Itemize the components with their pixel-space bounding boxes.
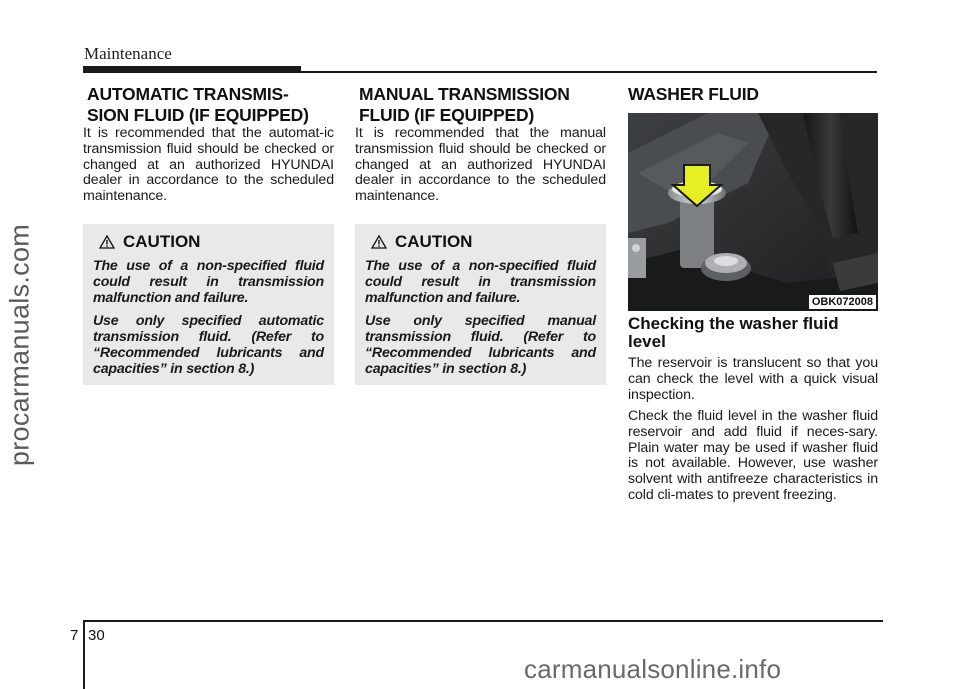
column-washer-fluid [628,84,878,105]
caution-title: CAUTION [123,232,201,251]
column-manual-transmission [355,84,606,205]
photo-reference-code: OBK072008 [809,295,876,309]
warning-triangle-icon [371,235,387,249]
caution-text: Use only specified automatic transmission fluid. (Refer to “Recommended lubricants and capacities” in section 8.) [93,313,324,377]
washer-reservoir-photo [628,113,878,311]
section-heading-washer-fluid: WASHER FLUID [628,84,759,104]
washer-fluid-paragraph-1: The reservoir is translucent so that you can check the level with a quick visual inspection. [628,355,878,403]
caution-text: The use of a non-specified fluid could result in transmission malfunction and failure. [93,258,324,306]
header-rule-thin [301,71,877,73]
engine-bay-illustration [628,113,878,311]
page-number: 30 [88,627,105,644]
column-automatic-transmission [83,84,334,205]
manual-transmission-body: It is recommended that the manual transmission fluid should be checked or changed at an authorized HYUNDAI dealer in accordance to the scheduled maintenance. [355,125,606,205]
footer-rule-vertical [83,620,85,689]
bottom-watermark: carmanualsonline.info [524,654,782,684]
caution-box-manual [355,224,606,385]
side-watermark [0,0,40,689]
side-watermark-text: procarmanuals.com [4,223,35,467]
warning-triangle-icon [99,235,115,249]
page-chapter-number: 7 [70,627,79,644]
caution-text: The use of a non-specified fluid could result in transmission malfunction and failure. [365,258,596,306]
caution-text: Use only specified manual transmission fluid. (Refer to “Recommended lubricants and capacities” in section 8.) [365,313,596,377]
running-header: Maintenance [84,44,172,63]
automatic-transmission-body: It is recommended that the automat-ic transmission fluid should be checked or changed at an authorized HYUNDAI dealer in accordance to the scheduled maintenance. [83,125,334,205]
washer-fluid-paragraph-2: Check the fluid level in the washer fluid reservoir and add fluid if neces-sary. Plain water may be used if washer fluid is not available. However, use washer solvent with antifreeze characteristics in cold cli-mates to prevent freezing. [628,408,878,503]
section-heading-manual-transmission: MANUAL TRANSMISSION FLUID (IF EQUIPPED) [359,84,570,125]
section-heading-automatic-transmission: AUTOMATIC TRANSMIS- SION FLUID (IF EQUIPPED) [87,84,309,125]
caution-title: CAUTION [395,232,473,251]
footer-rule-horizontal [83,620,883,622]
header-rule-thick [83,66,301,73]
caution-box-automatic [83,224,334,385]
subheading-checking-washer-fluid: Checking the washer fluid level [628,314,839,351]
